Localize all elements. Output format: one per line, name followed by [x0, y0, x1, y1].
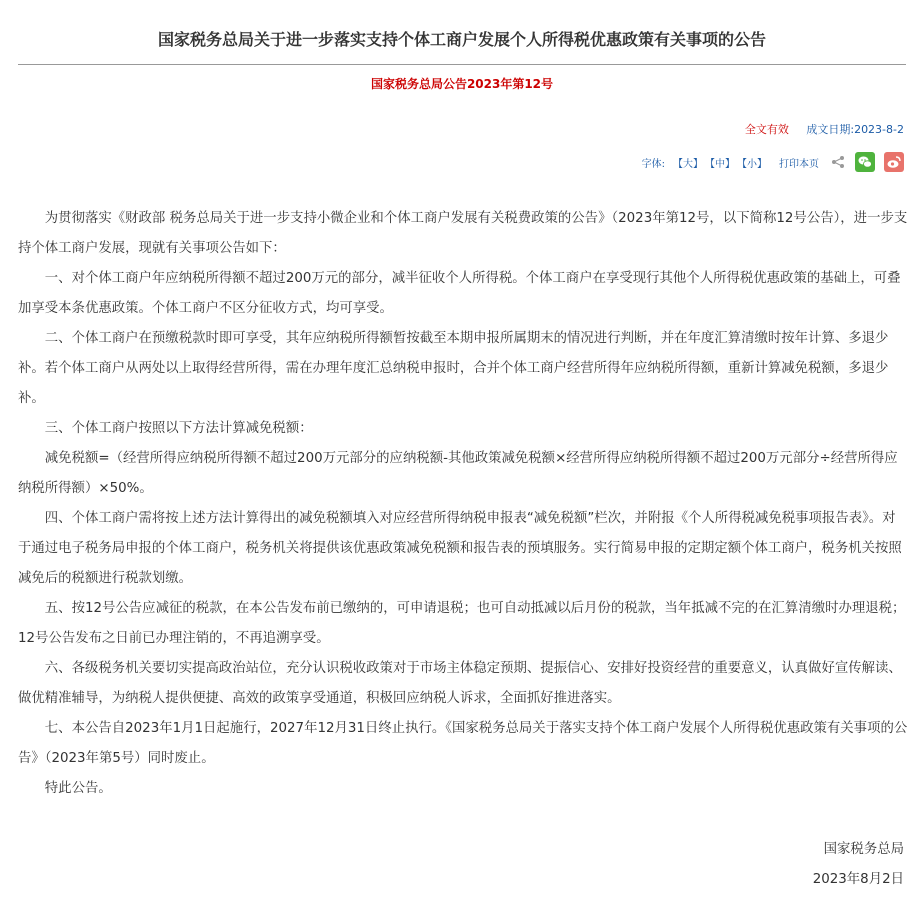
print-page-button[interactable]: 打印本页	[779, 158, 819, 170]
validity-status: 全文有效	[744, 123, 789, 136]
font-size-small-button[interactable]: 【小】	[737, 158, 767, 170]
body-paragraph: 三、个体工商户按照以下方法计算减免税额：	[44, 421, 313, 436]
body-paragraph: 七、本公告自2023年1月1日起施行，2027年12月31日终止执行。《国家税务总局关于落实支持个体工商户发展个人所得税优惠政策有关事项的公告》（2023年第5号）同时废止。	[18, 721, 908, 766]
document-meta	[745, 121, 904, 139]
body-paragraph: 二、个体工商户在预缴税款时即可享受，其年应纳税所得额暂按截至本期申报所属期末的情况进行判断，并在年度汇算清缴时按年计算、多退少补。若个体工商户从两处以上取得经营所得，需在办理年度汇总纳税申报时，合并个体工商户经营所得年应纳税所得额，重新计算减免税额，多退少补。	[18, 331, 889, 406]
body-paragraph: 五、按12号公告应减征的税款，在本公告发布前已缴纳的，可申请退税；也可自动抵减以后月份的税款，当年抵减不完的在汇算清缴时办理退税；12号公告发布之日前已办理注销的，不再追溯享受。	[18, 601, 906, 646]
wechat-share-icon[interactable]	[855, 152, 875, 172]
body-paragraph: 四、个体工商户需将按上述方法计算得出的减免税额填入对应经营所得纳税申报表“减免税额”栏次，并附报《个人所得税减免税事项报告表》。对于通过电子税务局申报的个体工商户，税务机关将提供该优惠政策减免税额和报告表的预填服务。实行简易申报的定期定额个体工商户，税务机关按照减免后的税额进行税款划缴。	[18, 511, 902, 586]
issued-date: 成文日期:2023-8-2	[806, 123, 904, 136]
announcement-body	[18, 204, 908, 804]
signature-block	[813, 835, 904, 895]
title-divider	[18, 64, 906, 65]
issuer-name: 国家税务总局	[823, 842, 904, 857]
font-size-medium-button[interactable]: 【中】	[705, 158, 735, 170]
font-size-label: 字体:	[641, 158, 665, 170]
body-paragraph: 特此公告。	[44, 781, 112, 796]
document-number: 国家税务总局公告2023年第12号	[370, 77, 554, 91]
body-paragraph: 一、对个体工商户年应纳税所得额不超过200万元的部分，减半征收个人所得税。个体工商户在享受现行其他个人所得税优惠政策的基础上，可叠加享受本条优惠政策。个体工商户不区分征收方式，均可享受。	[18, 271, 901, 316]
font-size-large-button[interactable]: 【大】	[673, 158, 703, 170]
page-tools	[642, 150, 904, 174]
body-paragraph: 减免税额=（经营所得应纳税所得额不超过200万元部分的应纳税额-其他政策减免税额×经营所得应纳税所得额不超过200万元部分÷经营所得应纳税所得额）×50%。	[18, 451, 898, 496]
body-paragraph: 六、各级税务机关要切实提高政治站位，充分认识税收政策对于市场主体稳定预期、提振信心、安排好投资经营的重要意义，认真做好宣传解读、做优精准辅导，为纳税人提供便捷、高效的政策享受通道，积极回应纳税人诉求，全面抓好推进落实。	[18, 661, 902, 706]
weibo-share-icon[interactable]	[884, 152, 904, 172]
issue-date: 2023年8月2日	[812, 872, 904, 887]
body-paragraph: 为贯彻落实《财政部 税务总局关于进一步支持小微企业和个体工商户发展有关税费政策的公告》（2023年第12号，以下简称12号公告），进一步支持个体工商户发展，现就有关事项公告如下：	[18, 211, 908, 256]
page-title: 国家税务总局关于进一步落实支持个体工商户发展个人所得税优惠政策有关事项的公告	[157, 30, 766, 49]
share-icon[interactable]	[831, 155, 845, 169]
